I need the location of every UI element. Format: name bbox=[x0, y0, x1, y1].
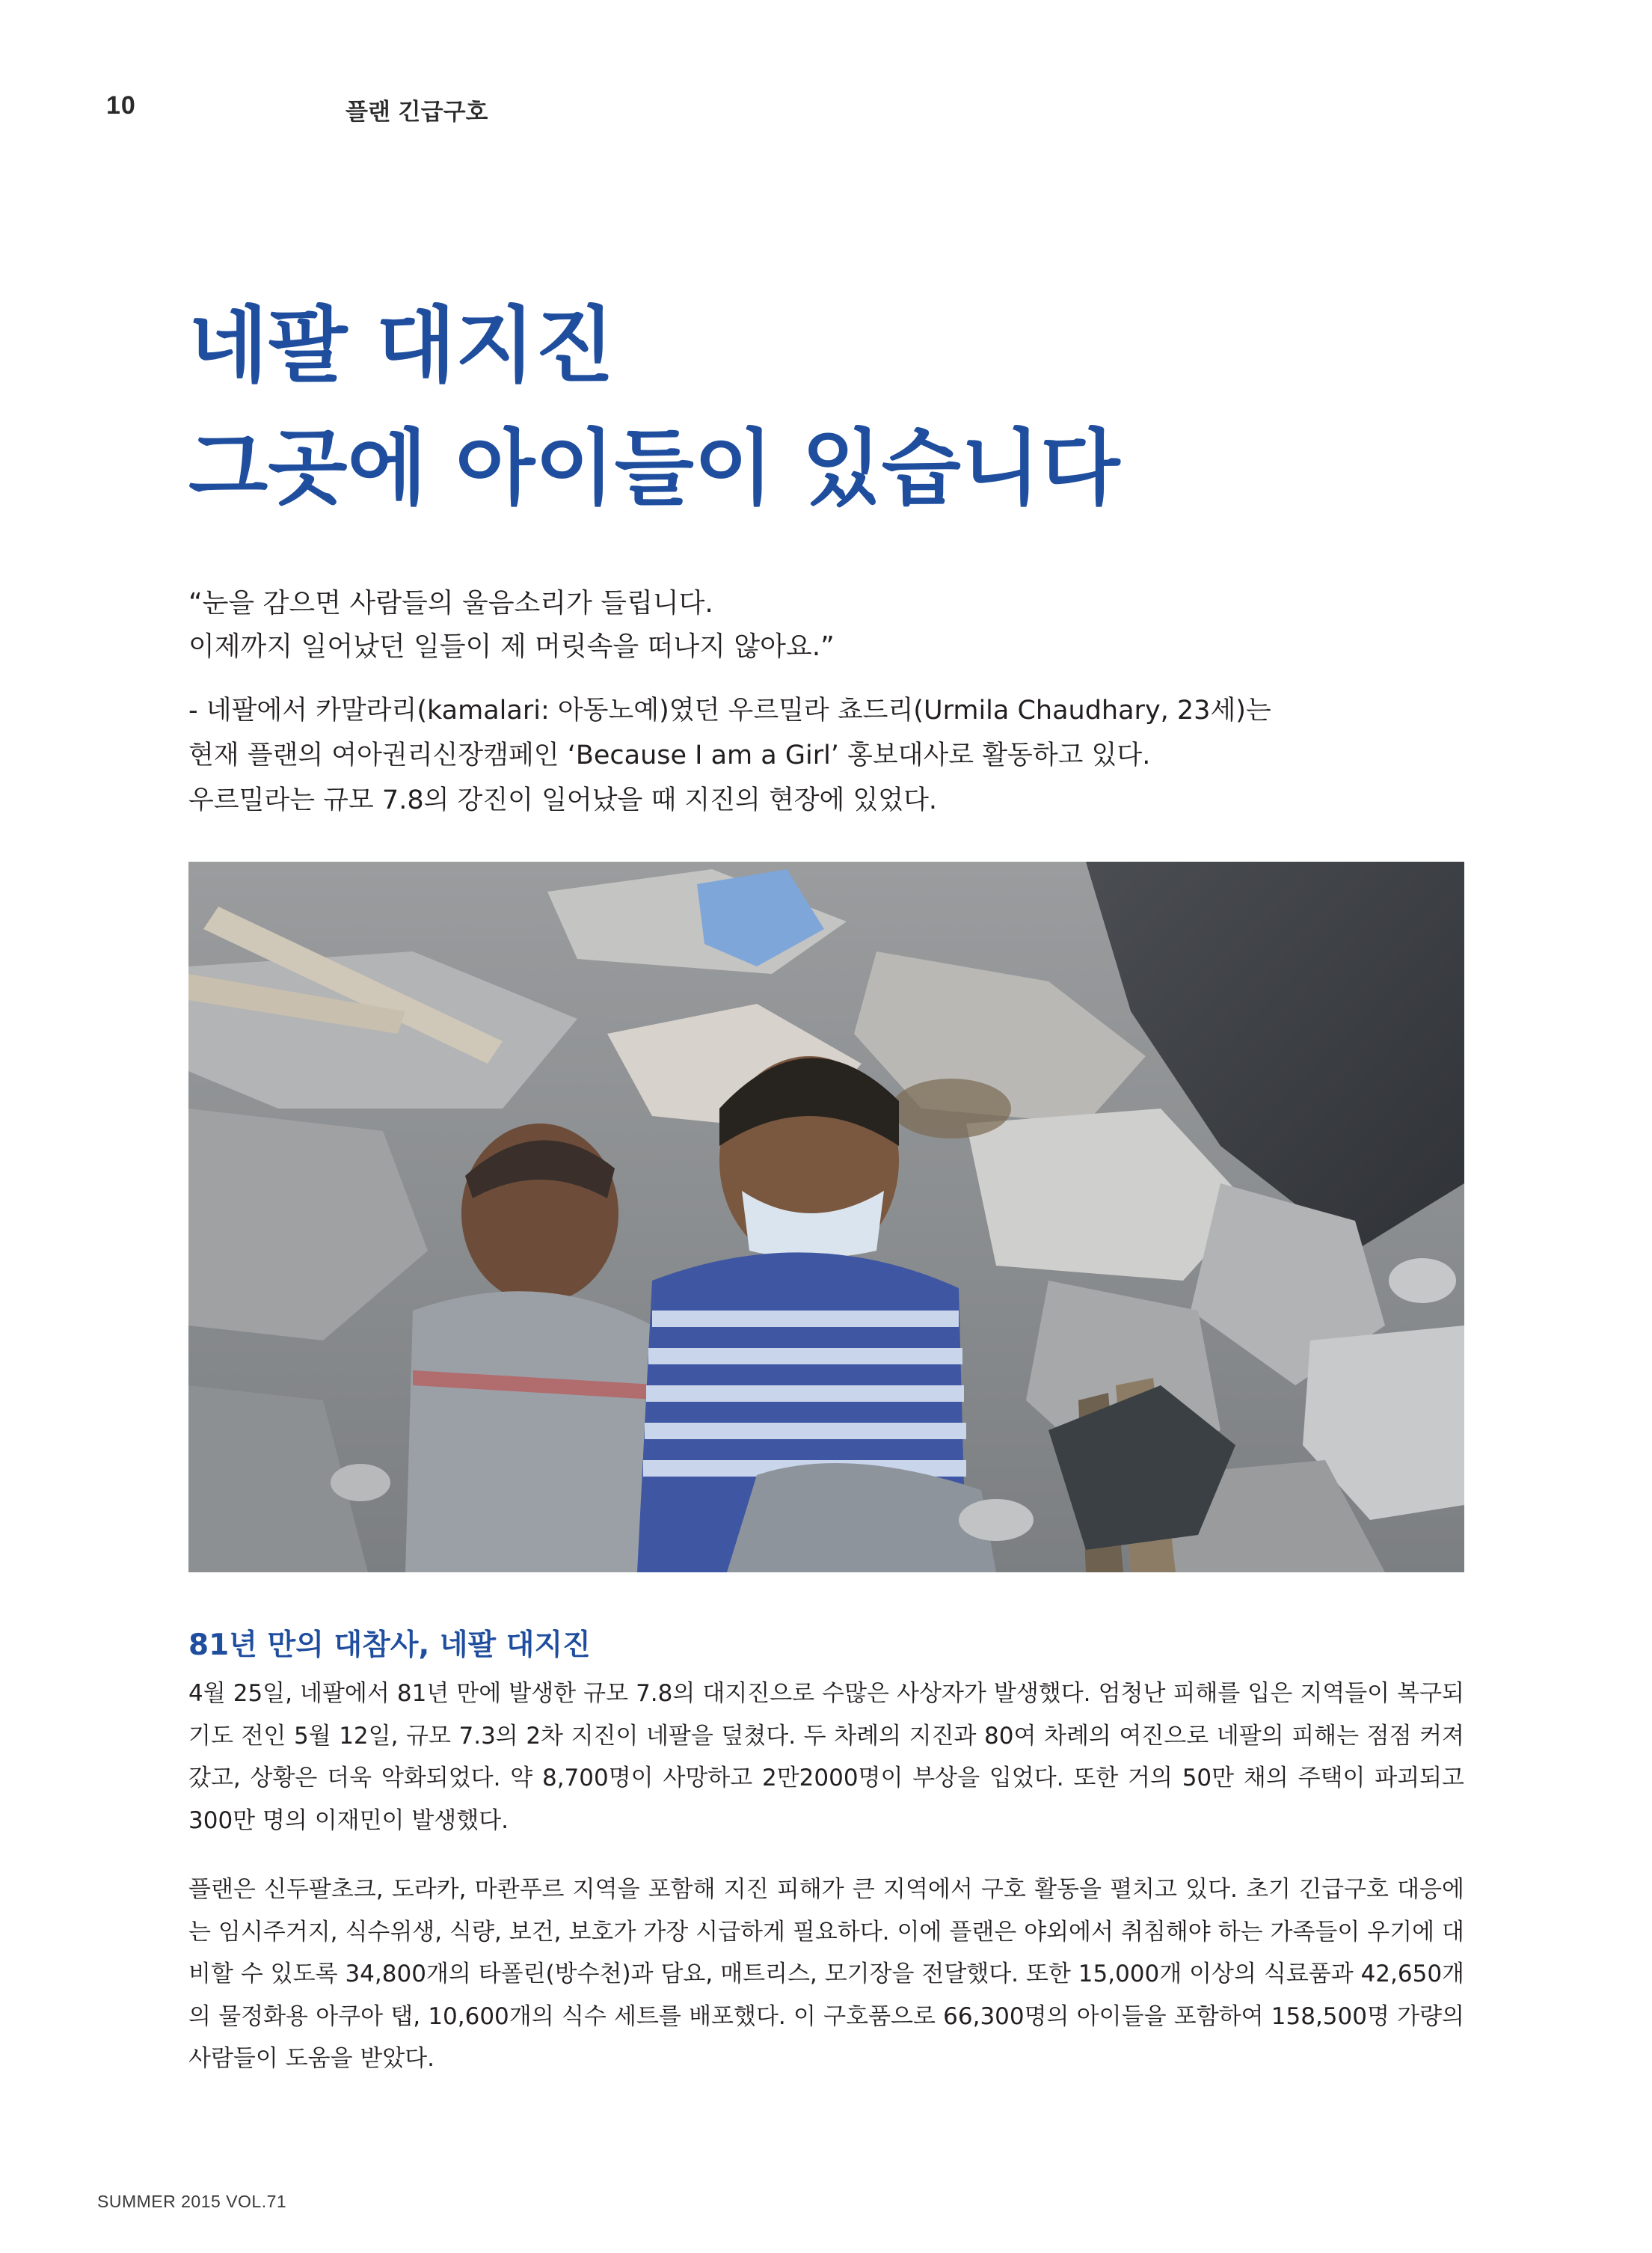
section-name: 플랜 긴급구호 bbox=[346, 99, 488, 126]
page-title bbox=[188, 284, 1120, 530]
quote-block bbox=[188, 582, 1460, 669]
body-paragraph-1: 4월 25일, 네팔에서 81년 만에 발생한 규모 7.8의 대지진으로 수많은 사상자가 발생했다. 엄청난 피해를 입은 지역들이 복구되기도 전인 5월 12일, 규모 7.3의 2차 지진이 네팔을 덮쳤다. 두 차례의 지진과 80여 차례의 여진으로 네팔의 피해는 점점 커져갔고, 상황은 더욱 악화되었다. 약 8,700명이 사망하고 2만2000명이 부상을 입었다. 또한 거의 50만 채의 주택이 파괴되고 300만 명의 이재민이 발생했다. bbox=[188, 1680, 1464, 1834]
section-heading: 81년 만의 대참사, 네팔 대지진 bbox=[188, 1628, 591, 1662]
quote-line-1: “눈을 감으면 사람들의 울음소리가 들립니다. bbox=[188, 588, 713, 619]
title-line-2: 그곳에 아이들이 있습니다 bbox=[188, 420, 1120, 516]
page-number: 10 bbox=[106, 91, 136, 120]
intro-block bbox=[188, 688, 1475, 823]
issue-footer: SUMMER 2015 VOL.71 bbox=[97, 2192, 287, 2211]
body-paragraph-2: 플랜은 신두팔초크, 도라카, 마콴푸르 지역을 포함해 지진 피해가 큰 지역에서 구호 활동을 펼치고 있다. 초기 긴급구호 대응에는 임시주거지, 식수위생, 식량, 보건, 보호가 가장 시급하게 필요하다. 이에 플랜은 야외에서 취침해야 하는 가족들이 우기에 대비할 수 있도록 34,800개의 타폴린(방수천)과 담요, 매트리스, 모기장을 전달했다. 또한 15,000개 이상의 식료품과 42,650개의 물정화용 아쿠아 탭, 10,600개의 식수 세트를 배포했다. 이 구호품으로 66,300명의 아이들을 포함하여 158,500명 가량의 사람들이 도움을 받았다. bbox=[188, 1876, 1464, 2072]
quote-line-2: 이제까지 일어났던 일들이 제 머릿속을 떠나지 않아요.” bbox=[188, 631, 835, 662]
intro-line-1: - 네팔에서 카말라리(kamalari: 아동노예)였던 우르밀라 쵸드리(Urmila Chaudhary, 23세)는 bbox=[188, 696, 1271, 726]
photo-children-in-rubble bbox=[188, 862, 1464, 1572]
title-line-1: 네팔 대지진 bbox=[188, 297, 615, 393]
intro-line-3: 우르밀라는 규모 7.8의 강진이 일어났을 때 지진의 현장에 있었다. bbox=[188, 785, 938, 815]
intro-line-2: 현재 플랜의 여아권리신장캠페인 ‘Because I am a Girl’ 홍보대사로 활동하고 있다. bbox=[188, 741, 1151, 770]
